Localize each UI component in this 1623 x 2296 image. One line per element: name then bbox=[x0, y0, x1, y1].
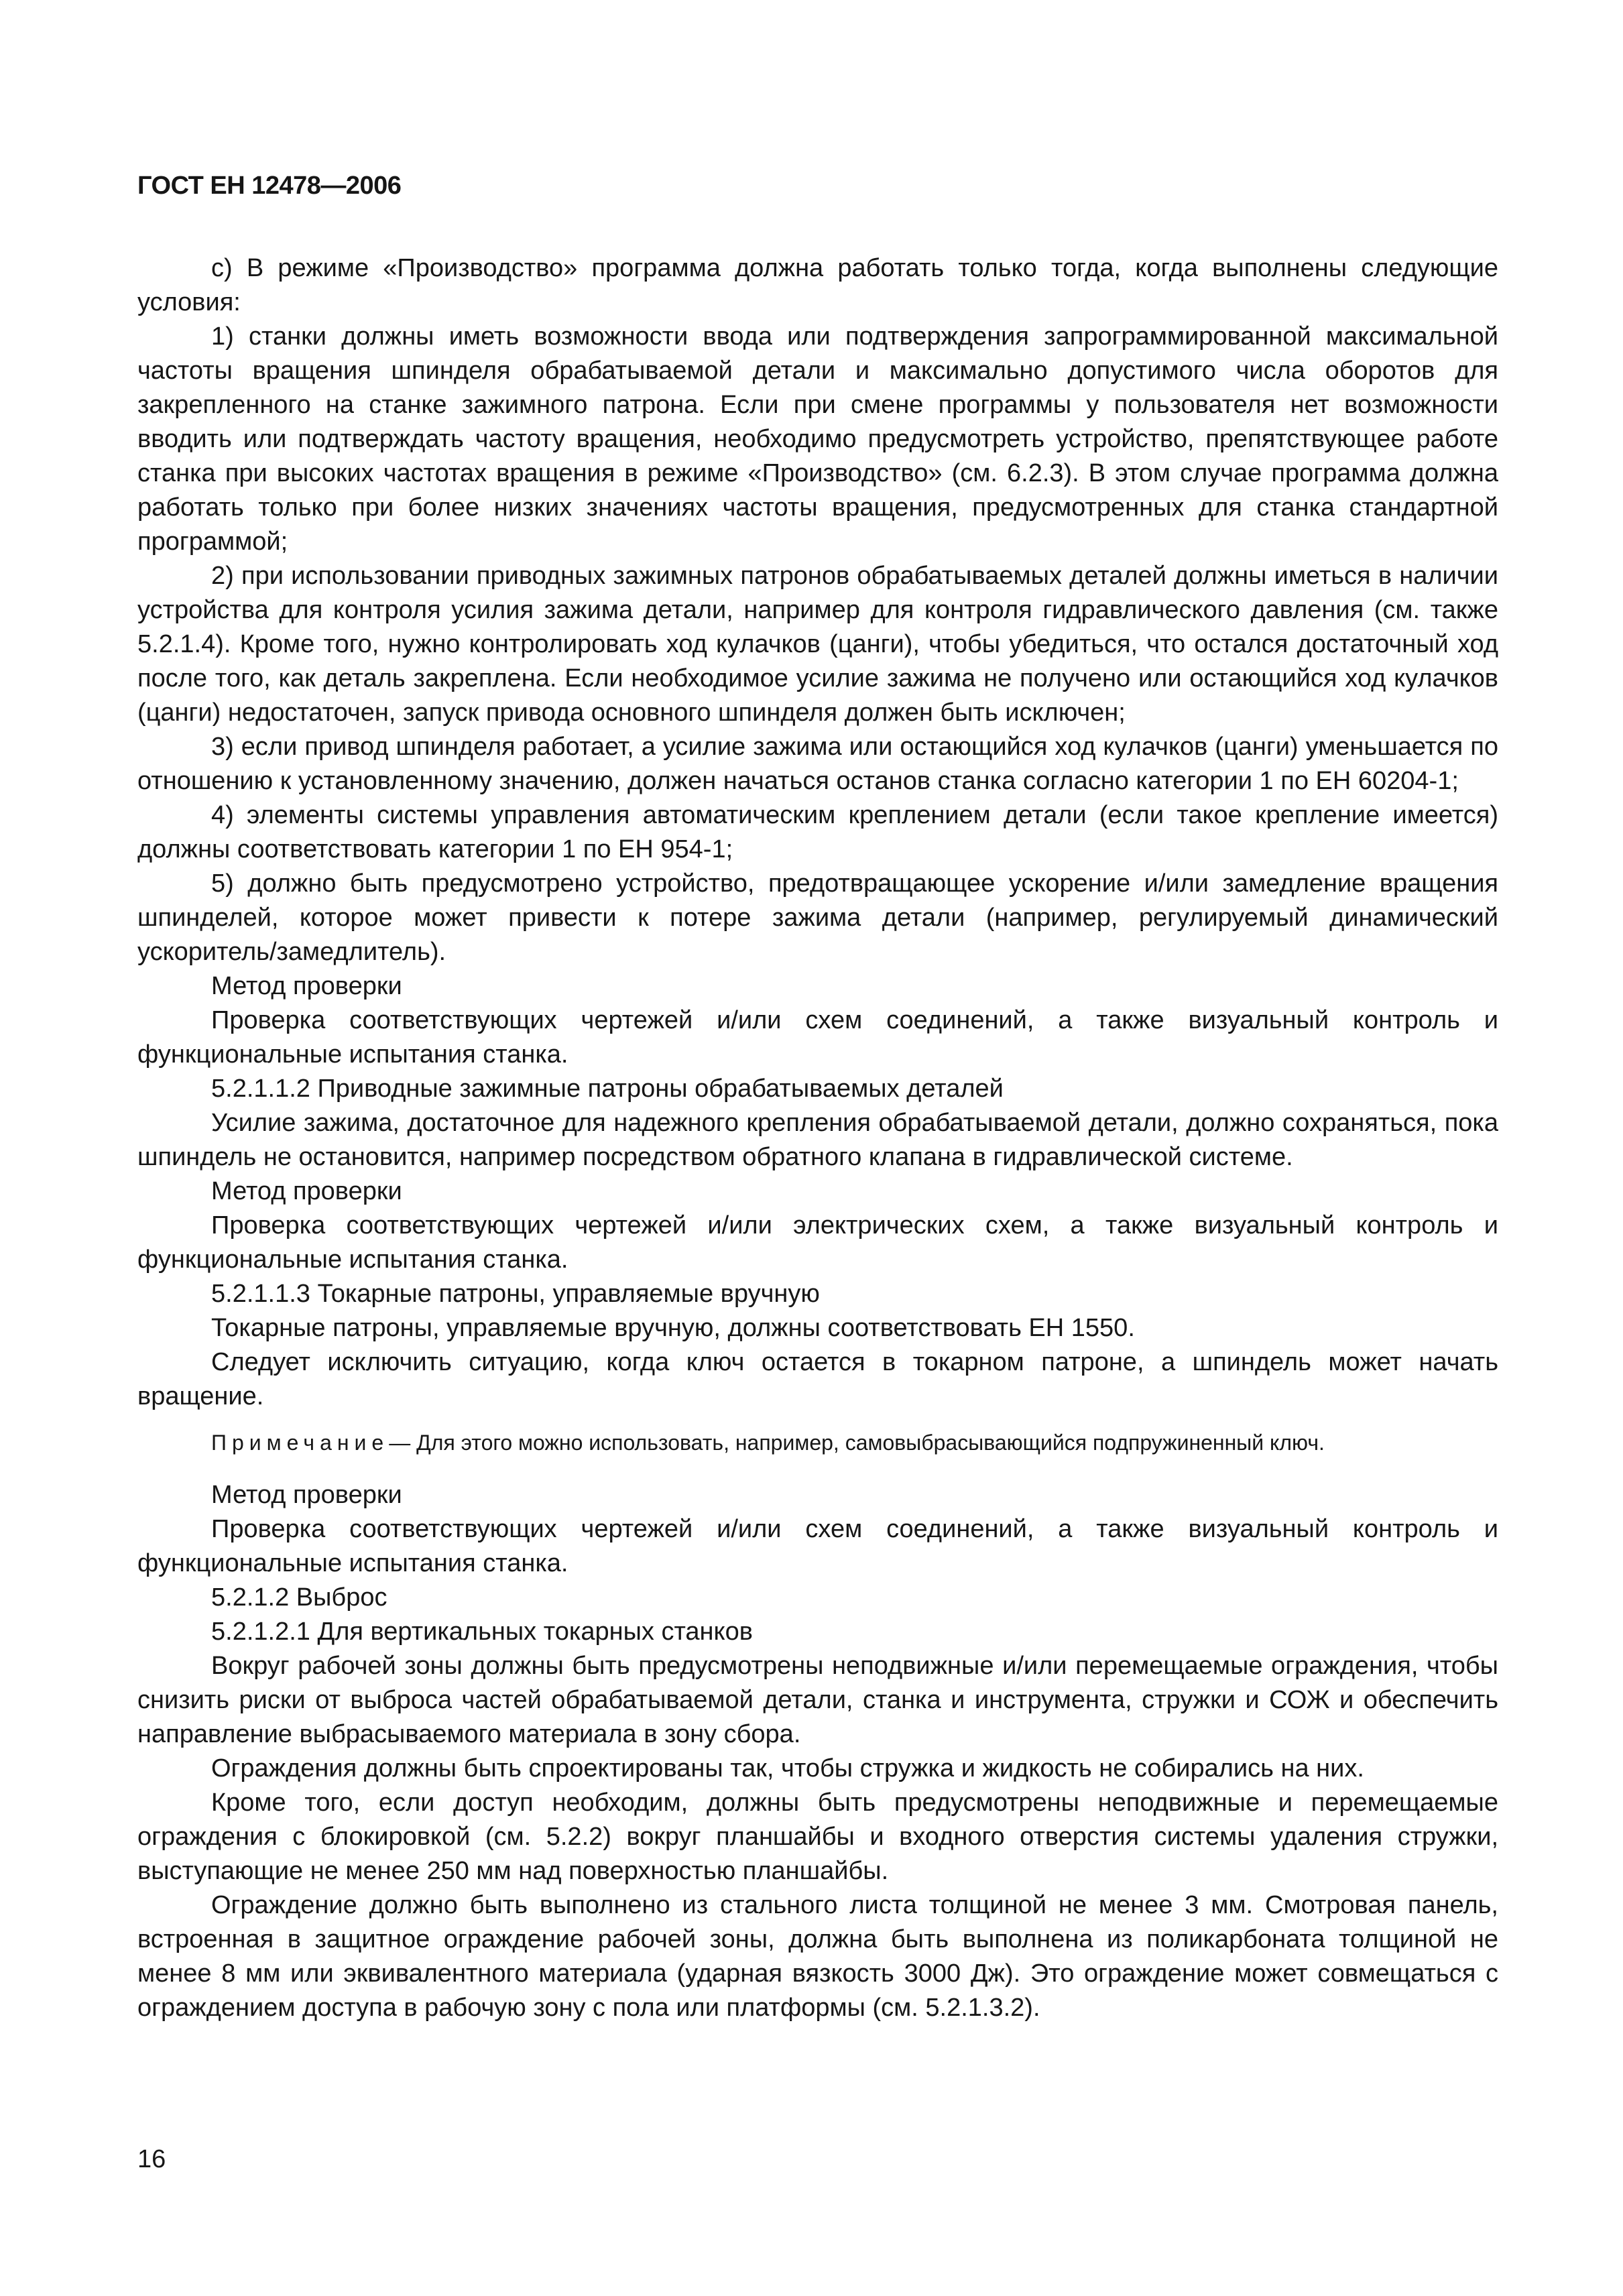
paragraph: Кроме того, если доступ необходим, должны быть предусмотрены неподвижные и перемещаемые ограждения с блокировкой (см. 5.2.2) вокруг планшайбы и входного отверстия системы удаления стружки, выступающие не менее 250 мм над поверхностью планшайбы. bbox=[137, 1789, 1498, 1885]
paragraph: Ограждение должно быть выполнено из стального листа толщиной не менее 3 мм. Смотровая панель, встроенная в защитное ограждение рабочей зоны, должна быть выполнена из поликарбоната толщиной не менее 8 мм или эквивалентного материала (ударная вязкость 3000 Дж). Это ограждение может совмещаться с ограждением доступа в рабочую зону с пола или платформы (см. 5.2.1.3.2). bbox=[137, 1891, 1498, 2022]
paragraph: Проверка соответствующих чертежей и/или электрических схем, а также визуальный контроль и функциональные испытания станка. bbox=[137, 1211, 1498, 1274]
document-header: ГОСТ ЕН 12478—2006 bbox=[137, 172, 402, 200]
method-heading: Метод проверки bbox=[211, 1177, 402, 1205]
method-heading: Метод проверки bbox=[211, 972, 402, 1000]
note bbox=[137, 1427, 1498, 1458]
paragraph: Усилие зажима, достаточное для надежного крепления обрабатываемой детали, должно сохраняться, пока шпиндель не остановится, например посредством обратного клапана в гидравлической системе. bbox=[137, 1109, 1498, 1171]
paragraph: Токарные патроны, управляемые вручную, должны соответствовать ЕН 1550. bbox=[211, 1314, 1135, 1342]
method-heading: Метод проверки bbox=[211, 1481, 402, 1509]
paragraph: с) В режиме «Производство» программа должна работать только тогда, когда выполнены следующие условия: bbox=[137, 254, 1498, 316]
paragraph: Проверка соответствующих чертежей и/или схем соединений, а также визуальный контроль и функциональные испытания станка. bbox=[137, 1006, 1498, 1069]
paragraph: 4) элементы системы управления автоматическим креплением детали (если такое крепление имеется) должны соответствовать категории 1 по ЕН 954-1; bbox=[137, 801, 1498, 863]
note-label: Примечание bbox=[211, 1431, 389, 1455]
page-number: 16 bbox=[137, 2145, 166, 2173]
paragraph: Проверка соответствующих чертежей и/или схем соединений, а также визуальный контроль и функциональные испытания станка. bbox=[137, 1515, 1498, 1577]
paragraph: 2) при использовании приводных зажимных патронов обрабатываемых деталей должны иметься в наличии устройства для контроля усилия зажима детали, например для контроля гидравлического давления (см. также 5.2.1.4). Кроме того, нужно контролировать ход кулачков (цанги), чтобы убедиться, что остался достаточный ход после того, как деталь закреплена. Если необходимое усилие зажима не получено или остающийся ход кулачков (цанги) недостаточен, запуск привода основного шпинделя должен быть исключен; bbox=[137, 562, 1498, 727]
paragraph: 1) станки должны иметь возможности ввода или подтверждения запрограммированной максимальной частоты вращения шпинделя обрабатываемой детали и максимально допустимого числа оборотов для закрепленного на станке зажимного патрона. Если при смене программы у пользователя нет возможности вводить или подтверждать частоту вращения, необходимо предусмотреть устройство, препятствующее работе станка при высоких частотах вращения в режиме «Производство» (см. 6.2.3). В этом случае программа должна работать только при более низких значениях частоты вращения, предусмотренных для станка стандартной программой; bbox=[137, 322, 1498, 556]
paragraph: Вокруг рабочей зоны должны быть предусмотрены неподвижные и/или перемещаемые ограждения, чтобы снизить риски от выброса частей обрабатываемой детали, станка и инструмента, стружки и СОЖ и обеспечить направление выбрасываемого материала в зону сбора. bbox=[137, 1652, 1498, 1748]
paragraph: 5) должно быть предусмотрено устройство, предотвращающее ускорение и/или замедление вращения шпинделей, которое может привести к потере зажима детали (например, регулируемый динамический ускоритель/замедлитель). bbox=[137, 869, 1498, 966]
paragraph: 3) если привод шпинделя работает, а усилие зажима или остающийся ход кулачков (цанги) уменьшается по отношению к установленному значению, должен начаться останов станка согласно категории 1 по ЕН 60204-1; bbox=[137, 733, 1498, 795]
section-heading: 5.2.1.2.1 Для вертикальных токарных станков bbox=[211, 1618, 753, 1646]
section-heading: 5.2.1.1.3 Токарные патроны, управляемые вручную bbox=[211, 1280, 820, 1308]
paragraph: Следует исключить ситуацию, когда ключ остается в токарном патроне, а шпиндель может начать вращение. bbox=[137, 1348, 1498, 1410]
section-heading: 5.2.1.1.2 Приводные зажимные патроны обрабатываемых деталей bbox=[211, 1075, 1004, 1103]
note-text: — Для этого можно использовать, например, самовыбрасывающийся подпружиненный ключ. bbox=[389, 1431, 1325, 1455]
document-body bbox=[137, 251, 1498, 2025]
paragraph: Ограждения должны быть спроектированы так, чтобы стружка и жидкость не собирались на них. bbox=[211, 1754, 1364, 1783]
section-heading: 5.2.1.2 Выброс bbox=[211, 1583, 387, 1612]
